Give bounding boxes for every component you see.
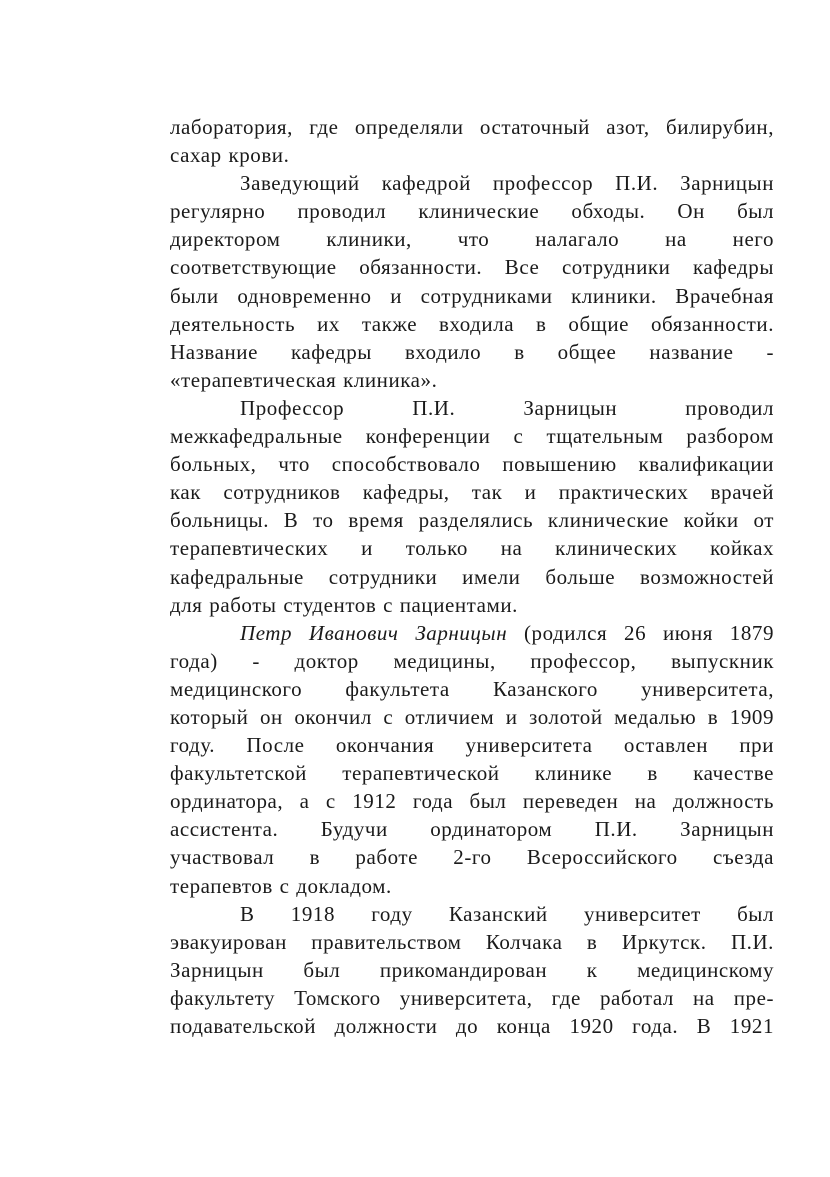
text-line: кафедральные сотрудники имели больше возможностей: [170, 564, 774, 589]
text-line: факультетской терапевтической клинике в качестве: [170, 761, 774, 786]
text-line: были одновременно и сотрудниками клиники. Врачебная: [170, 283, 774, 308]
paragraph: [170, 619, 774, 900]
text-line: терапевтических и только на клинических койках: [170, 536, 774, 561]
text-line: больницы. В то время разделялись клинические койки от: [170, 508, 774, 533]
text-line: лаборатория, где определяли остаточный азот, билирубин,: [170, 115, 774, 139]
text-line: сахар крови.: [170, 143, 290, 168]
text-line: как сотрудников кафедры, так и практических врачей: [170, 480, 774, 505]
text-line: медицинского факультета Казанского университета,: [170, 676, 774, 701]
text-line: Заведующий кафедрой профессор П.И. Зарницын: [240, 171, 774, 196]
paragraph: [170, 113, 774, 169]
text-line: эвакуирован правительством Колчака в Иркутск. П.И.: [170, 929, 774, 954]
text-line: терапевтов с докладом.: [170, 873, 392, 898]
text-line: года) - доктор медицины, профессор, выпускник: [170, 648, 774, 673]
text-line: [170, 619, 774, 647]
person-name: Петр Иванович Зарницын: [240, 620, 508, 645]
paragraph: [170, 394, 774, 619]
text-line: ассистента. Будучи ординатором П.И. Зарницын: [170, 817, 774, 842]
text-line: который он окончил с отличием и золотой медалью в 1909: [170, 704, 774, 729]
text-line: В 1918 году Казанский университет был: [240, 901, 774, 926]
paragraph: [170, 900, 774, 1040]
text-line: участвовал в работе 2-го Всероссийского съезда: [170, 845, 774, 870]
text-line: Зарницын был прикомандирован к медицинскому: [170, 957, 774, 982]
text-line: больных, что способствовало повышению квалификации: [170, 452, 774, 477]
text-line: году. После окончания университета оставлен при: [170, 733, 774, 758]
text-line: подавательской должности до конца 1920 года. В 1921: [170, 1014, 774, 1038]
text-line: Название кафедры входило в общее название -: [170, 339, 774, 364]
text-line: межкафедральные конференции с тщательным разбором: [170, 424, 774, 449]
text-line: соответствующие обязанности. Все сотрудники кафедры: [170, 255, 774, 280]
text-line: Профессор П.И. Зарницын проводил: [240, 395, 774, 420]
text-line: директором клиники, что налагало на него: [170, 227, 774, 252]
paragraph: [170, 169, 774, 394]
text-line: ординатора, а с 1912 года был переведен на должность: [170, 789, 774, 814]
text-line: регулярно проводил клинические обходы. Он был: [170, 199, 774, 224]
text-line: деятельность их также входила в общие обязанности.: [170, 311, 774, 336]
text-line: факультету Томского университета, где работал на пре-: [170, 985, 774, 1010]
text-line: «терапевтическая клиника».: [170, 367, 438, 392]
document-body: [170, 113, 774, 1040]
text-line: для работы студентов с пациентами.: [170, 592, 518, 617]
text-fragment: (родился 26 июня 1879: [507, 620, 774, 645]
